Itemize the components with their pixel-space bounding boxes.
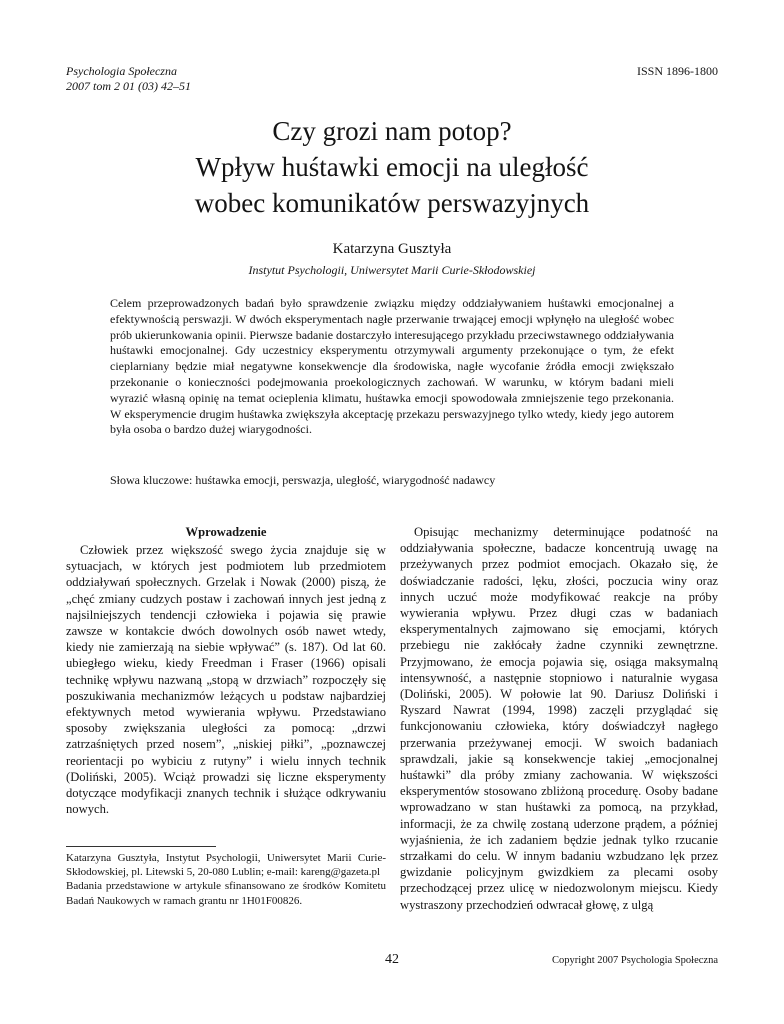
author-name: Katarzyna Gusztyła [332, 241, 452, 257]
journal-name: Psychologia Społeczna [66, 64, 177, 78]
page-number: 42 [385, 952, 399, 967]
journal-volume: 2007 tom 2 01 (03) 42–51 [66, 79, 191, 93]
left-column-paragraph: Człowiek przez większość swego życia znajduje się w sytuacjach, w których jest podmiotem lub przedmiotem oddziaływań społecznych. Grzelak i Nowak (2000) piszą, że „chęć zmiany cudzych postaw i zachowań innych jest jedną z najsilniejszych tendencji człowieka i pojawia się prawie zawsze w kontakcie dwóch dowolnych osób nawet wtedy, kiedy nie zamierzają na siebie wpływać” (s. 187). Od lat 60. ubiegłego wieku, kiedy Freedman i Fraser (1966) opisali technikę wpływu nazwaną „stopą w drzwiach” rozpoczęły się poszukiwania mechanizmów leżących u podstaw najbardziej efektywnych metod wywierania wpływu. Przedstawiano sposoby zwiększania uległości za pomocą: „drzwi zatrzaśniętych przed nosem”, „niskiej piłki”, „poznawczej reorientacji po wybiciu z rutyny” i wielu innych technik (Doliński, 2005). Wciąż prowadzi się liczne eksperymenty dotyczące modyfikacji znanych technik i służące odkrywaniu nowych. [66, 543, 386, 817]
copyright: Copyright 2007 Psychologia Społeczna [552, 955, 718, 966]
title-line-3: wobec komunikatów perswazyjnych [194, 188, 590, 218]
keywords: Słowa kluczowe: huśtawka emocji, perswazja, uległość, wiarygodność nadawcy [110, 473, 496, 487]
issn: ISSN 1896-1800 [636, 64, 718, 78]
section-heading: Wprowadzenie [185, 525, 267, 539]
journal-info [66, 64, 191, 94]
footnotes [66, 851, 386, 908]
footnote-funding: Badania przedstawione w artykule sfinansowano ze środków Komitetu Badań Naukowych w ramach grantu nr 1H01F00826. [66, 880, 386, 907]
article-title [0, 113, 784, 221]
right-column [400, 524, 718, 913]
footnote-contact: Katarzyna Gusztyła, Instytut Psychologii, Uniwersytet Marii Curie-Skłodowskiej, pl. Litewski 5, 20-080 Lublin; e-mail: kareng@gazeta.pl [66, 852, 386, 879]
title-line-2: Wpływ huśtawki emocji na uległość [195, 152, 589, 182]
footnote-divider [66, 846, 216, 847]
title-line-1: Czy grozi nam potop? [272, 116, 512, 146]
abstract: Celem przeprowadzonych badań było sprawdzenie związku między oddziaływaniem huśtawki emocjonalnej a efektywnością perswazji. W dwóch eksperymentach nagłe przerwanie trwającej emocji wpłynęło na uległość wobec prób ukierunkowania opinii. Pierwsze badanie dostarczyło interesującego przykładu przeciwstawnego oddziaływania huśtawki emocjonalnej. Gdy uczestnicy eksperymentu otrzymywali argumenty przekonujące o tym, że efekt cieplarniany będzie miał negatywne konsekwencje dla środowiska, nagłe wycofanie źródła emocji zwiększało przekonanie o konieczności podejmowania proekologicznych zachowań. W warunku, w którym badani mieli wyrazić własną opinię na temat ocieplenia klimatu, huśtawka emocji spowodowała zmniejszenie tego przekonania. W eksperymencie drugim huśtawka zwiększyła akceptację przekazu perswazyjnego tylko wtedy, kiedy jego autorem była osoba o bardzo dużej wiarygodności. [110, 296, 674, 437]
right-column-paragraph: Opisując mechanizmy determinujące podatność na oddziaływania społeczne, badacze koncentrują uwagę na przeżywanych przez podmiot emocjach. Okazało się, że doświadczanie radości, lęku, złości, poczucia winy oraz innych uczuć może modyfikować reakcje na próby wywierania wpływu. Przez długi czas w badaniach eksperymentalnych zajmowano się emocjami, których przebiegu nie zakłócały żadne czynniki zewnętrzne. Przyjmowano, że emocja pojawia się, osiąga maksymalną intensywność, a następnie stopniowo i naturalnie wygasa (Doliński, 2005). W połowie lat 90. Dariusz Doliński i Ryszard Nawrat (1994, 1998) zaczęli przyglądać się funkcjonowaniu człowieka, który doświadczył nagłego przerwania przeżywanej emocji. W swoich badaniach sprawdzali, jakie są konsekwencje takiej „emocjonalnej huśtawki” dla próby zmiany zachowania. W większości eksperymentów stosowano zbliżoną procedurę. Osoby badane wprowadzano w stan huśtawki za pomocą, na przykład, informacji, że za chwilę zostaną uderzone prądem, a później wyjaśnienia, że ich zadaniem będzie jednak tylko rzucanie strzałkami do celu. W innym badaniu wzbudzano lęk przez gwizdanie policyjnym gwizdkiem za plecami osoby przechodzącej przez ulicę w niedozwolonym miejscu. Kiedy wystraszony przechodzień odwracał głowę, z ulgą [400, 525, 718, 912]
author-affiliation: Instytut Psychologii, Uniwersytet Marii Curie-Skłodowskiej [248, 263, 536, 277]
left-column [66, 524, 386, 817]
